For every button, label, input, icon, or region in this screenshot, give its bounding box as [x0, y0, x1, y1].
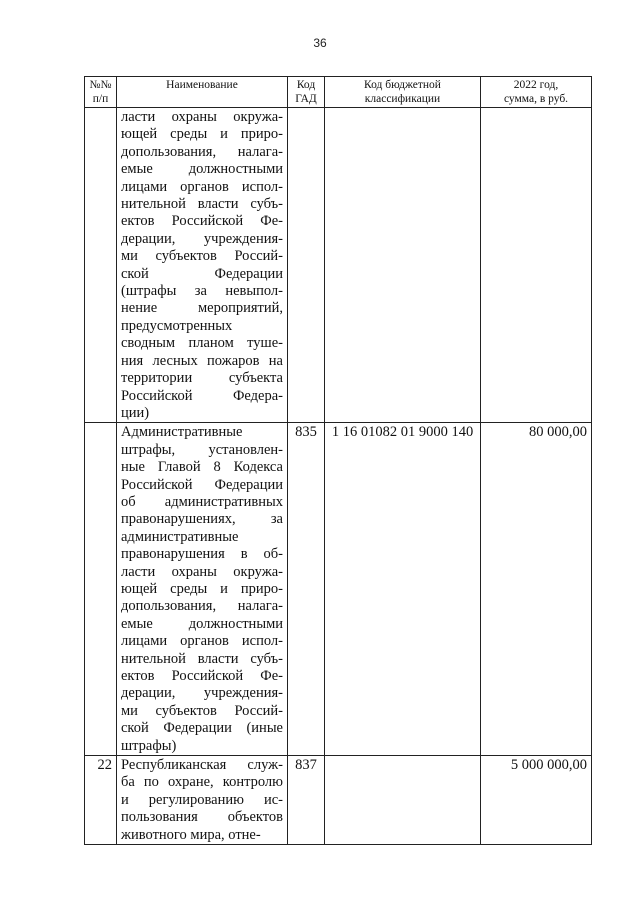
header-kbk — [325, 77, 481, 108]
cell-sum: 80 000,00 — [481, 423, 592, 756]
cell-name-line: штрафы, установлен- — [121, 441, 283, 458]
cell-name-line: ской Федерации (иные — [121, 720, 283, 737]
cell-name-line: емые должностными — [121, 161, 283, 178]
cell-name-line: и регулированию ис- — [121, 791, 283, 808]
cell-name-line: ми субъектов Россий- — [121, 702, 283, 719]
cell-name — [117, 423, 288, 756]
header-name-line: Наименование — [166, 79, 238, 91]
cell-name-line: ба по охране, контролю — [121, 774, 283, 791]
cell-name-line: емые должностными — [121, 615, 283, 632]
cell-name-line: ции) — [121, 404, 150, 421]
table-header-row — [85, 77, 592, 108]
header-kbk-line: классификации — [364, 93, 441, 105]
cell-gad: 837 — [288, 756, 325, 845]
cell-num — [85, 423, 117, 756]
cell-name-line: территории субъекта — [121, 370, 283, 387]
cell-name-line: ласти охраны окружа- — [121, 563, 283, 580]
header-gad — [288, 77, 325, 108]
cell-name-line: правонарушениях, за — [121, 511, 283, 528]
cell-gad — [288, 108, 325, 423]
budget-table — [84, 76, 592, 845]
table-row — [85, 423, 592, 756]
cell-name-line: дерации, учреждения- — [121, 685, 283, 702]
page-number: 36 — [313, 36, 327, 50]
cell-name-line: лицами органов испол- — [121, 633, 283, 650]
cell-sum: 5 000 000,00 — [481, 756, 592, 845]
cell-name-line: ющей среды и приро- — [121, 126, 283, 143]
cell-num — [85, 108, 117, 423]
cell-name-line: (штрафы за невыпол- — [121, 283, 283, 300]
header-num-line: №№ — [89, 79, 112, 91]
cell-name-line: об административных — [121, 493, 283, 510]
cell-name-line: административные — [121, 528, 239, 545]
table-row — [85, 756, 592, 845]
cell-name-line: ния лесных пожаров на — [121, 352, 283, 369]
header-kbk-line: Код бюджетной — [364, 79, 441, 91]
table-body — [85, 108, 592, 845]
header-gad-line: Код — [296, 79, 316, 91]
cell-name-line: лицами органов испол- — [121, 178, 283, 195]
cell-name-line: нение мероприятий, — [121, 300, 283, 317]
cell-name-line: пользования объектов — [121, 809, 283, 826]
cell-name-line: ные Главой 8 Кодекса — [121, 459, 283, 476]
header-sum-line: сумма, в руб. — [503, 93, 569, 105]
cell-name-line: ектов Российской Фе- — [121, 213, 283, 230]
cell-name-line: правонарушения в об- — [121, 546, 283, 563]
cell-name-line: Республиканская служ- — [121, 757, 283, 774]
cell-name — [117, 756, 288, 845]
cell-name-line: Административные — [121, 424, 243, 441]
cell-name-line: ской Федерации — [121, 265, 283, 282]
cell-sum — [481, 108, 592, 423]
cell-kbk — [325, 756, 481, 845]
cell-name — [117, 108, 288, 423]
cell-name-line: сводным планом туше- — [121, 335, 283, 352]
cell-name-line: допользования, налага- — [121, 143, 283, 160]
header-name — [117, 77, 288, 108]
cell-name-line: ектов Российской Фе- — [121, 668, 283, 684]
header-sum — [481, 77, 592, 108]
cell-name-line: предусмотренных — [121, 317, 233, 334]
cell-name-line: ласти охраны окружа- — [121, 109, 283, 125]
cell-name-line: дерации, учреждения- — [121, 230, 283, 247]
cell-num: 22 — [85, 756, 117, 845]
cell-name-line: нительной власти субъ- — [121, 650, 283, 667]
cell-kbk — [325, 108, 481, 423]
cell-name-line: допользования, налага- — [121, 598, 283, 615]
cell-name-line: штрафы) — [121, 737, 177, 754]
cell-name-line: Российской Федерации — [121, 476, 283, 493]
cell-name-line: животного мира, отне- — [121, 826, 261, 843]
header-gad-line: ГАД — [295, 93, 317, 105]
header-num — [85, 77, 117, 108]
cell-kbk: 1 16 01082 01 9000 140 — [325, 423, 481, 756]
cell-gad: 835 — [288, 423, 325, 756]
header-sum-line: 2022 год, — [513, 79, 559, 91]
table-row — [85, 108, 592, 423]
cell-name-line: Российской Федера- — [121, 387, 283, 404]
cell-name-line: нительной власти субъ- — [121, 196, 283, 213]
header-num-line: п/п — [92, 93, 109, 105]
cell-name-line: ми субъектов Россий- — [121, 248, 283, 265]
cell-name-line: ющей среды и приро- — [121, 580, 283, 597]
